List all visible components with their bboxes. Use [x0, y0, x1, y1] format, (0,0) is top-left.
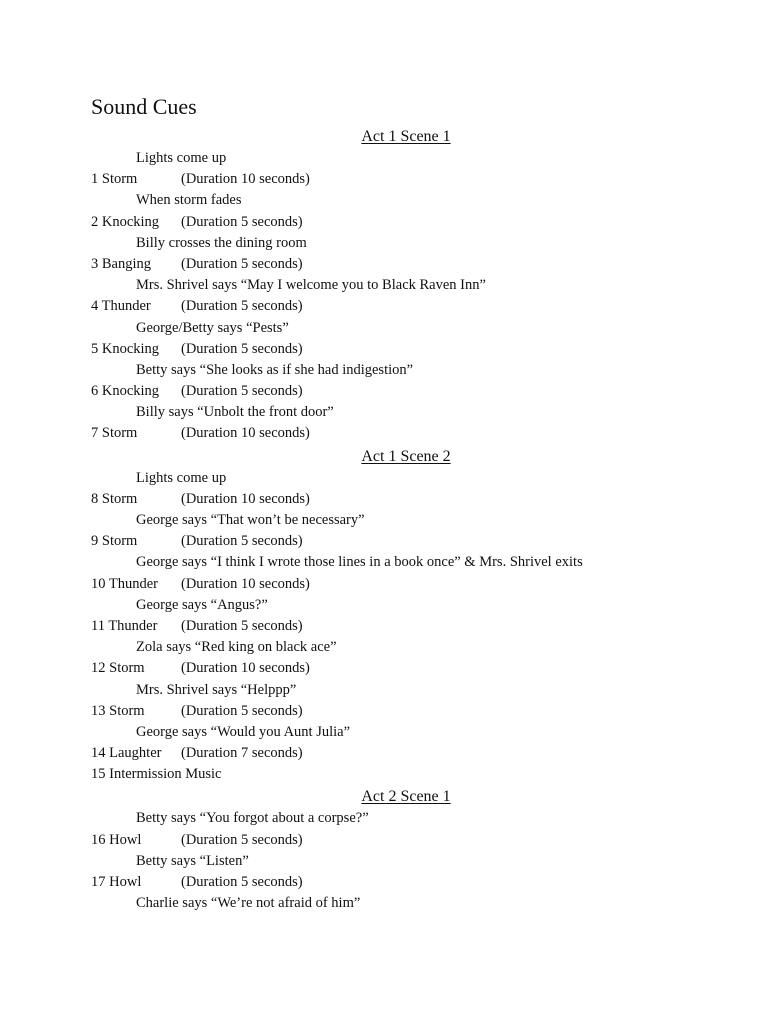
- cue-duration: (Duration 10 seconds): [181, 171, 310, 188]
- cue-duration: (Duration 10 seconds): [181, 490, 310, 507]
- sound-cue: [91, 339, 721, 360]
- cue-duration: (Duration 10 seconds): [181, 425, 310, 442]
- sound-cue: [91, 381, 721, 402]
- scene-heading-text: Act 1 Scene 1: [361, 128, 451, 145]
- sound-cue: [91, 423, 721, 444]
- cue-name: 7 Storm: [91, 425, 138, 442]
- cue-duration: (Duration 5 seconds): [181, 298, 303, 315]
- cue-name: 6 Knocking: [91, 383, 160, 400]
- cue-trigger: Billy crosses the dining room: [136, 234, 307, 251]
- scene-heading: [91, 785, 721, 808]
- cue-trigger: George/Betty says “Pests”: [136, 319, 289, 336]
- cue-trigger: Lights come up: [136, 469, 227, 486]
- cue-name: 17 Howl: [91, 874, 142, 890]
- cue-duration: (Duration 10 seconds): [181, 660, 310, 677]
- sound-cue: [91, 574, 721, 595]
- cue-list: [91, 125, 721, 914]
- sound-cue: [91, 743, 721, 764]
- cue-duration: (Duration 5 seconds): [181, 533, 303, 550]
- cue-trigger: Betty says “You forgot about a corpse?”: [136, 810, 369, 827]
- cue-name: 15 Intermission Music: [91, 766, 222, 783]
- cue-trigger: Betty says “Listen”: [136, 852, 249, 869]
- cue-trigger: Lights come up: [136, 150, 227, 166]
- sound-cue: [91, 764, 721, 785]
- cue-name: 13 Storm: [91, 702, 145, 719]
- cue-duration: (Duration 5 seconds): [181, 831, 303, 848]
- cue-name: 10 Thunder: [91, 575, 158, 592]
- cue-duration: (Duration 5 seconds): [181, 383, 303, 400]
- cue-name: 5 Knocking: [91, 340, 160, 357]
- sound-cue: [91, 658, 721, 679]
- cue-trigger: George says “Angus?”: [136, 596, 268, 613]
- cue-trigger: Mrs. Shrivel says “Helppp”: [136, 681, 297, 698]
- sound-cue: [91, 489, 721, 510]
- sound-cue: [91, 830, 721, 851]
- cue-duration: (Duration 7 seconds): [181, 745, 303, 762]
- sound-cue: [91, 701, 721, 722]
- cue-trigger: George says “That won’t be necessary”: [136, 512, 365, 528]
- cue-name: 14 Laughter: [91, 745, 162, 762]
- cue-name: 4 Thunder: [91, 298, 151, 315]
- cue-trigger: George says “I think I wrote those lines in a book once” & Mrs. Shrivel exits: [136, 554, 583, 571]
- cue-duration: (Duration 5 seconds): [181, 702, 303, 719]
- cue-trigger: Billy says “Unbolt the front door”: [136, 404, 334, 421]
- cue-duration: (Duration 5 seconds): [181, 874, 303, 890]
- scene-heading-text: Act 2 Scene 1: [361, 788, 451, 806]
- cue-duration: (Duration 5 seconds): [181, 340, 303, 357]
- cue-name: 11 Thunder: [91, 617, 158, 634]
- cue-name: 8 Storm: [91, 490, 138, 507]
- cue-name: 2 Knocking: [91, 213, 160, 230]
- sound-cue: [91, 296, 721, 317]
- cue-name: 16 Howl: [91, 831, 142, 848]
- cue-trigger: Mrs. Shrivel says “May I welcome you to Black Raven Inn”: [136, 277, 486, 294]
- cue-name: 9 Storm: [91, 533, 138, 550]
- scene-heading: [91, 125, 721, 148]
- scene-heading: [91, 445, 721, 468]
- cue-trigger: Zola says “Red king on black ace”: [136, 639, 337, 656]
- sound-cue: [91, 169, 721, 190]
- scene-heading-text: Act 1 Scene 2: [361, 447, 451, 465]
- cue-trigger: George says “Would you Aunt Julia”: [136, 723, 351, 740]
- cue-duration: (Duration 5 seconds): [181, 617, 303, 634]
- cue-trigger: When storm fades: [136, 192, 242, 209]
- sound-cue: [91, 616, 721, 637]
- sound-cue: [91, 254, 721, 275]
- sound-cue: [91, 531, 721, 552]
- cue-duration: (Duration 5 seconds): [181, 255, 303, 272]
- cue-name: 1 Storm: [91, 171, 138, 188]
- document-title: Sound Cues: [91, 94, 197, 119]
- cue-trigger: Betty says “She looks as if she had indigestion”: [136, 361, 414, 378]
- cue-trigger: Charlie says “We’re not afraid of him”: [136, 895, 361, 912]
- cue-name: 3 Banging: [91, 255, 152, 272]
- cue-duration: (Duration 10 seconds): [181, 575, 310, 592]
- sound-cue: [91, 872, 721, 893]
- cue-name: 12 Storm: [91, 660, 145, 677]
- cue-duration: (Duration 5 seconds): [181, 213, 303, 230]
- sound-cue: [91, 212, 721, 233]
